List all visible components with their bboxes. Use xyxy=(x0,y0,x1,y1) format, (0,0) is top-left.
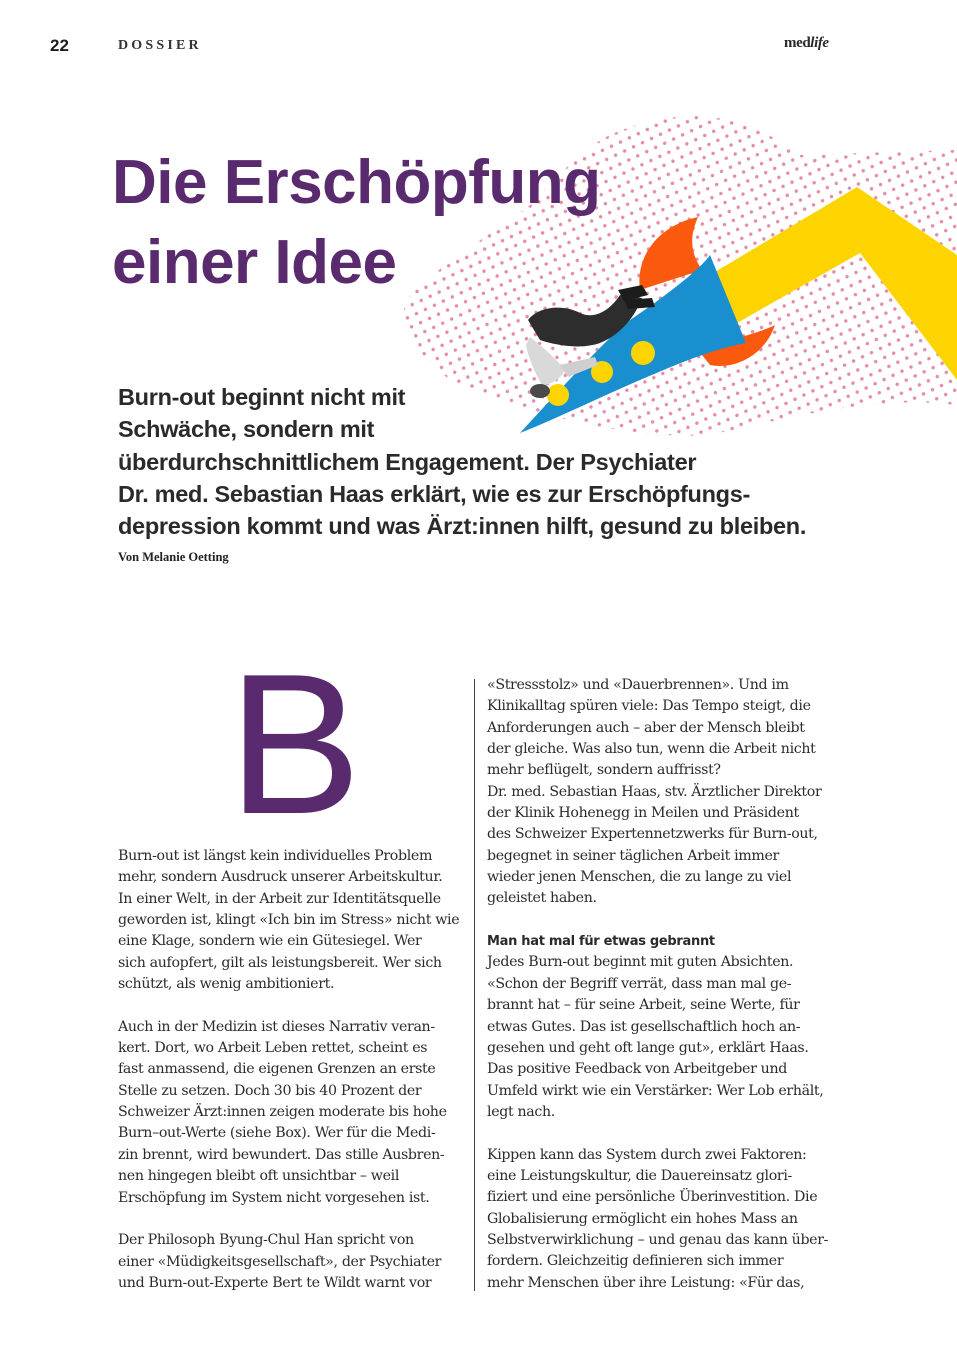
text-line: Stelle zu setzen. Doch 30 bis 40 Prozent der xyxy=(118,1082,422,1099)
byline: Von Melanie Oetting xyxy=(118,550,229,564)
subheading: Man hat mal für etwas gebrannt xyxy=(487,934,715,950)
text-line: wieder jenen Menschen, die zu lange zu viel xyxy=(487,869,792,886)
text-line: Dr. med. Sebastian Haas, stv. Ärztlicher Direktor xyxy=(487,783,822,800)
column-divider xyxy=(474,679,475,1291)
text-line: schützt, als wenig ambitioniert. xyxy=(118,976,335,993)
text-line: eine Klage, sondern wie ein Gütesiegel. Wer xyxy=(118,933,422,950)
text-line: Klinikalltag spüren viele: Das Tempo steigt, die xyxy=(487,698,811,715)
text-line: Erschöpfung im System nicht vorgesehen ist. xyxy=(118,1189,430,1206)
lead-line: überdurchschnittlichem Engagement. Der Psychiater xyxy=(118,448,697,475)
article-lead xyxy=(118,381,848,542)
text-line: einer «Müdigkeitsgesellschaft», der Psychiater xyxy=(118,1253,442,1270)
text-line: Anforderungen auch – aber der Mensch bleibt xyxy=(487,719,805,736)
text-line: Globalisierung ermöglicht ein hohes Mass an xyxy=(487,1210,798,1227)
title-line: Die Erschöpfung xyxy=(112,148,601,217)
text-line: mehr beflügelt, sondern auffrisst? xyxy=(487,762,721,779)
lead-line: Dr. med. Sebastian Haas erklärt, wie es zur Erschöpfungs- xyxy=(118,480,750,507)
lead-line: Schwäche, sondern mit xyxy=(118,416,375,443)
title-line: einer Idee xyxy=(112,228,397,297)
text-line: der Klinik Hohenegg in Meilen und Präsident xyxy=(487,805,799,822)
text-line: «Stressstolz» und «Dauerbrennen». Und im xyxy=(487,677,789,693)
paragraph xyxy=(487,1145,837,1294)
text-line: Das positive Feedback von Arbeitgeber und xyxy=(487,1061,787,1078)
text-line: Der Philosoph Byung-Chul Han spricht von xyxy=(118,1232,414,1249)
text-line: fast anmassend, die eigenen Grenzen an erste xyxy=(118,1061,436,1078)
text-line: Kippen kann das System durch zwei Faktoren: xyxy=(487,1146,807,1163)
text-line: des Schweizer Expertennetzwerks für Burn-out, xyxy=(487,826,818,843)
section-label: DOSSIER xyxy=(118,38,202,53)
text-line: In einer Welt, in der Arbeit zur Identitätsquelle xyxy=(118,890,441,907)
paragraph xyxy=(118,1230,468,1294)
text-line: legt nach. xyxy=(487,1103,555,1120)
lead-line: Burn-out beginnt nicht mit xyxy=(118,384,406,410)
text-line: zin brennt, wird bewundert. Das stille Ausbren- xyxy=(118,1146,445,1163)
paragraph xyxy=(487,675,837,910)
rocket-porthole xyxy=(631,341,655,365)
text-line: Umfeld wirkt wie ein Verstärker: Wer Lob erhält, xyxy=(487,1082,824,1099)
text-line: mehr Menschen über ihre Leistung: «Für das, xyxy=(487,1274,805,1291)
text-line: fiziert und eine persönliche Überinvestition. Die xyxy=(487,1189,818,1206)
text-line: etwas Gutes. Das ist gesellschaftlich hoch an- xyxy=(487,1018,801,1035)
body-column-right xyxy=(487,675,837,1315)
page-number: 22 xyxy=(50,36,69,55)
medlife-logo xyxy=(784,35,829,52)
logo-text-med: med xyxy=(784,35,811,51)
text-line: fordern. Gleichzeitig definieren sich immer xyxy=(487,1253,784,1270)
logo-text-life: life xyxy=(810,35,829,51)
article-title xyxy=(112,143,601,303)
text-line: Burn–out-Werte (siehe Box). Wer für die Medi- xyxy=(118,1125,436,1142)
lead-line: depression kommt und was Ärzt:innen hilft, gesund zu bleiben. xyxy=(118,513,807,540)
text-line: und Burn-out-Experte Bert te Wildt warnt vor xyxy=(118,1274,432,1291)
text-line: eine Leistungskultur, die Dauereinsatz glori- xyxy=(487,1167,792,1184)
paragraph xyxy=(118,846,468,995)
text-line: begegnet in seiner täglichen Arbeit immer xyxy=(487,847,779,864)
text-line: der gleiche. Was also tun, wenn die Arbeit nicht xyxy=(487,741,816,758)
text-line: gesehen und geht oft lange gut», erklärt Haas. xyxy=(487,1039,809,1056)
text-line: geleistet haben. xyxy=(487,890,597,907)
text-line: kert. Dort, wo Arbeit Leben rettet, scheint es xyxy=(118,1040,428,1057)
text-line: Burn-out ist längst kein individuelles Problem xyxy=(118,848,433,864)
text-line: sich aufopfert, gilt als leistungsbereit. Wer sich xyxy=(118,954,442,971)
body-column-left xyxy=(118,846,468,1316)
text-line: geworden ist, klingt «Ich bin im Stress» nicht wie xyxy=(118,912,460,929)
text-line: Auch in der Medizin ist dieses Narrativ veran- xyxy=(118,1018,435,1035)
text-line: nen hingegen bleibt oft unsichtbar – weil xyxy=(118,1168,400,1185)
paragraph xyxy=(118,1017,468,1209)
text-line: Selbstverwirklichung – und genau das kann über- xyxy=(487,1231,829,1248)
drop-cap: B xyxy=(228,633,362,856)
text-line: «Schon der Begriff verrät, dass man mal ge- xyxy=(487,975,792,992)
text-line: brannt hat – für seine Arbeit, seine Werte, für xyxy=(487,997,800,1014)
text-line: mehr, sondern Ausdruck unserer Arbeitskultur. xyxy=(118,869,443,886)
paragraph xyxy=(487,931,837,1123)
text-line: Schweizer Ärzt:innen zeigen moderate bis hohe xyxy=(118,1104,447,1121)
text-line: Jedes Burn-out beginnt mit guten Absichten. xyxy=(487,954,794,971)
